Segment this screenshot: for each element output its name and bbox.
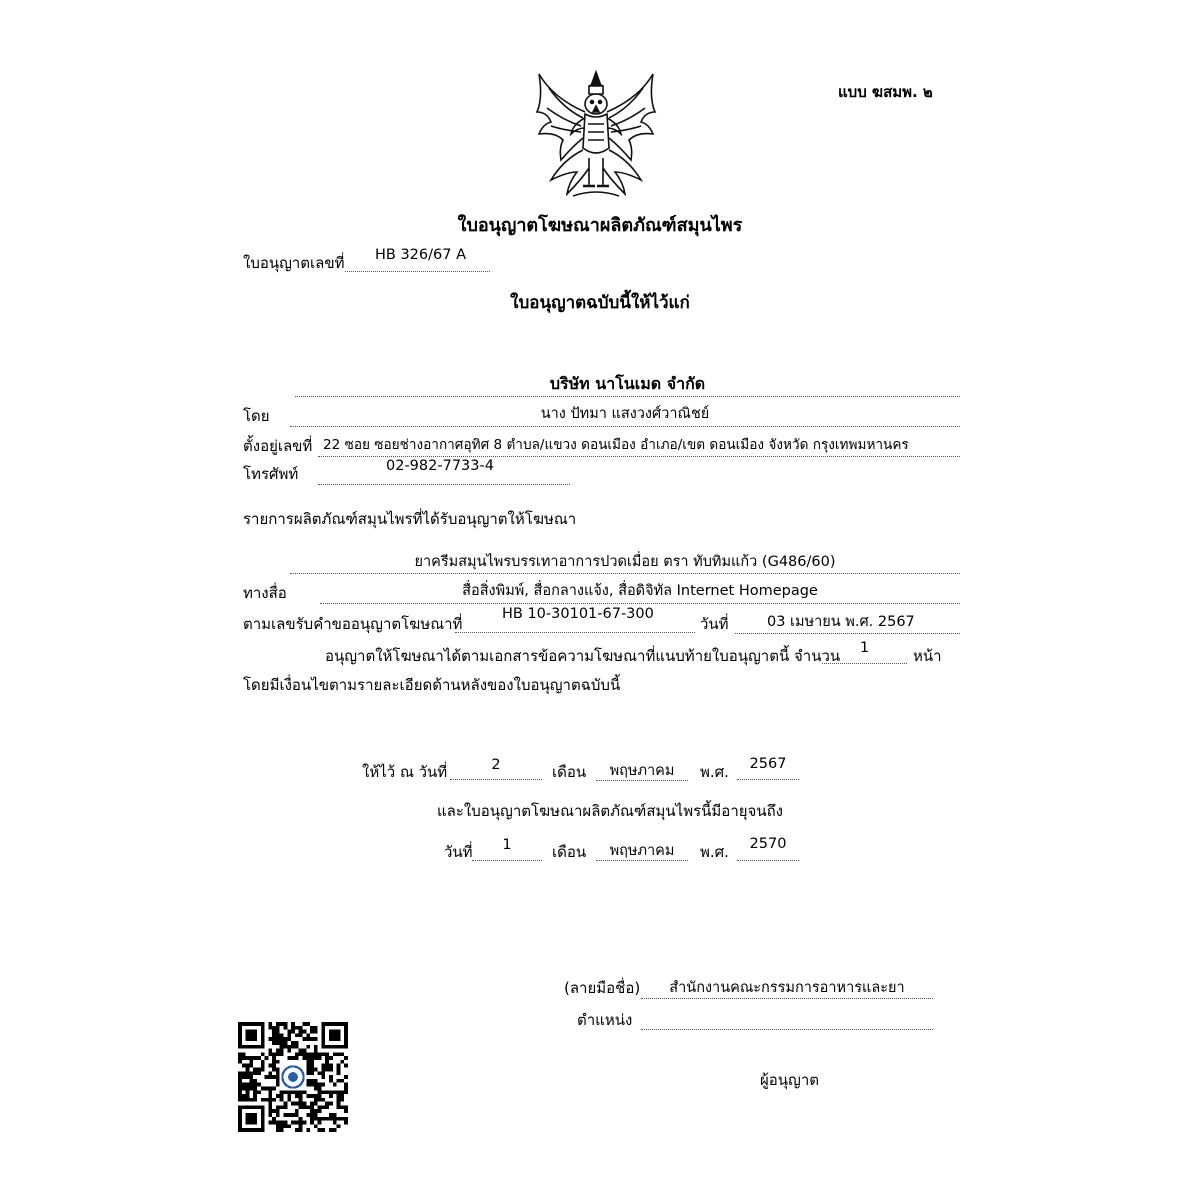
position-label: ตำแหน่ง <box>577 1011 633 1029</box>
granted-to-heading: ใบอนุญาตฉบับนี้ให้ไว้แก่ <box>510 293 690 313</box>
signer-title: ผู้อนุญาต <box>760 1071 819 1089</box>
license-no-label: ใบอนุญาตเลขที่ <box>243 254 345 272</box>
product-line <box>290 573 960 574</box>
page-title: ใบอนุญาตโฆษณาผลิตภัณฑ์สมุนไพร <box>457 215 743 236</box>
permit-pages-line <box>822 663 907 664</box>
expires-month-value: พฤษภาคม <box>609 843 675 859</box>
by-value: นาง ปัทมา แสงวงศ์วาณิชย์ <box>540 406 710 422</box>
address-line <box>318 456 960 457</box>
by-line <box>290 426 960 427</box>
garuda-emblem-icon <box>533 68 659 200</box>
company-name: บริษัท นาโนเมด จำกัด <box>549 374 706 393</box>
phone-label: โทรศัพท์ <box>243 465 299 483</box>
expires-label: วันที่ <box>444 843 473 861</box>
expires-month-line <box>596 860 688 861</box>
issued-label: ให้ไว้ ณ วันที่ <box>362 763 448 781</box>
issued-year-line <box>737 779 799 780</box>
company-line <box>295 396 960 397</box>
issued-year-label: พ.ศ. <box>700 763 729 781</box>
request-no-label: ตามเลขรับคำขออนุญาตโฆษณาที่ <box>243 615 463 633</box>
by-label: โดย <box>243 407 270 425</box>
issued-month-label: เดือน <box>552 763 587 781</box>
signature-line <box>641 998 933 999</box>
media-line <box>320 603 960 604</box>
address-value: 22 ซอย ซอยช่างอากาศอุทิศ 8 ตำบล/แขวง ดอนเมือง อำเภอ/เขต ดอนเมือง จังหวัด กรุงเทพมหานคร <box>323 437 909 453</box>
phone-value: 02-982-7733-4 <box>386 458 494 474</box>
request-date-line <box>735 633 960 634</box>
issued-month-line <box>596 780 688 781</box>
product-value: ยาครีมสมุนไพรบรรเทาอาการปวดเมื่อย ตรา ทับทิมแก้ว (G486/60) <box>414 554 836 570</box>
media-value: สื่อสิ่งพิมพ์, สื่อกลางแจ้ง, สื่อดิจิทัล Internet Homepage <box>462 583 818 599</box>
media-label: ทางสื่อ <box>243 584 287 602</box>
product-list-heading: รายการผลิตภัณฑ์สมุนไพรที่ได้รับอนุญาตให้โฆษณา <box>243 510 577 528</box>
address-label: ตั้งอยู่เลขที่ <box>243 437 313 455</box>
request-date-label: วันที่ <box>700 615 729 633</box>
issued-year-value: 2567 <box>749 756 787 772</box>
signature-label: (ลายมือชื่อ) <box>564 979 641 997</box>
issued-day-line <box>450 779 542 780</box>
expires-year-label: พ.ศ. <box>700 843 729 861</box>
expires-year-value: 2570 <box>749 836 787 852</box>
issued-month-value: พฤษภาคม <box>609 763 675 779</box>
phone-line <box>318 484 570 485</box>
expires-day-value: 1 <box>502 837 512 853</box>
signature-value: สำนักงานคณะกรรมการอาหารและยา <box>669 980 905 996</box>
valid-until-text: และใบอนุญาตโฆษณาผลิตภัณฑ์สมุนไพรนี้มีอายุจนถึง <box>437 802 783 820</box>
request-date-value: 03 เมษายน พ.ศ. 2567 <box>767 614 915 630</box>
license-no-line <box>345 271 490 272</box>
form-code: แบบ ฆสมพ. ๒ <box>838 83 933 101</box>
permit-text-line1: อนุญาตให้โฆษณาได้ตามเอกสารข้อความโฆษณาที่แนบท้ายใบอนุญาตนี้ จำนวน <box>325 647 841 665</box>
expires-year-line <box>737 860 799 861</box>
license-no-value: HB 326/67 A <box>375 247 467 263</box>
request-no-value: HB 10-30101-67-300 <box>502 606 654 622</box>
issued-day-value: 2 <box>491 757 501 773</box>
qr-code-icon <box>238 1022 348 1132</box>
permit-pages-value: 1 <box>859 640 870 656</box>
expires-month-label: เดือน <box>552 843 587 861</box>
permit-text-line2: โดยมีเงื่อนไขตามรายละเอียดด้านหลังของใบอนุญาตฉบับนี้ <box>243 676 621 694</box>
request-no-line <box>455 632 695 633</box>
position-line <box>641 1029 933 1030</box>
expires-day-line <box>472 860 542 861</box>
permit-pages-unit: หน้า <box>913 647 942 665</box>
